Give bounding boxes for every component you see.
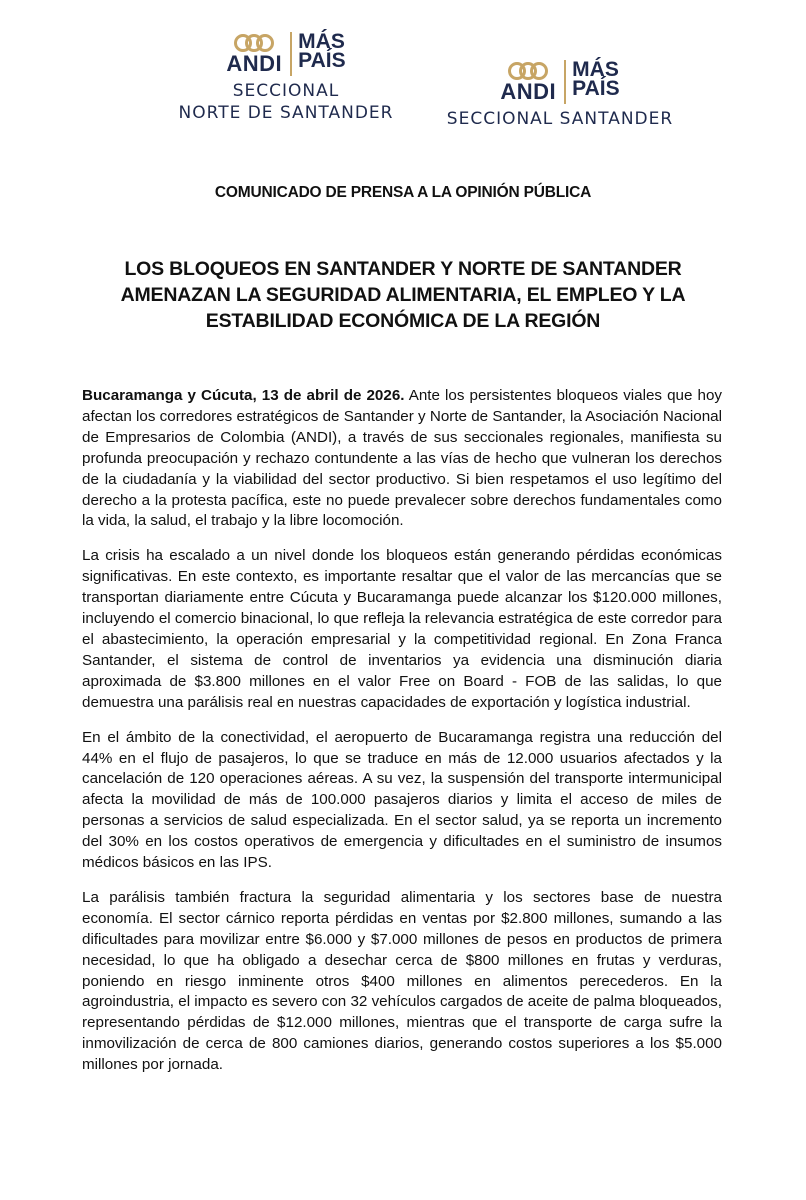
mas-text: MÁS (298, 30, 345, 53)
andi-brand (226, 32, 282, 74)
headline-line: ESTABILIDAD ECONÓMICA DE LA REGIÓN (205, 310, 601, 332)
andi-wordmark: ANDI (500, 79, 557, 104)
paragraph-1-text: Ante los persistentes bloqueos viales que hoy afectan los corredores estratégicos de Santander y Norte de Santander, la Asociación Nacional de Empresarios de Colombia (ANDI), a través de sus seccionales regionales, manifiesta su profunda preocupación y rechazo contundente a las vías de hecho que vulneran los derechos de la ciudadanía y la viabilidad del sector productivo. Si bien respetamos el uso legítimo del derecho a la protesta pacífica, este no puede prevalecer sobre derechos fundamentales como la vida, la salud, el trabajo y la libre locomoción. (82, 387, 722, 530)
logo-mark (436, 60, 684, 104)
paragraph-3: En el ámbito de la conectividad, el aeropuerto de Bucaramanga registra una reducción del 44% en el flujo de pasajeros, lo que se traduce en más de 12.000 usuarios afectados y la cancelación de 120 operaciones aéreas. A su vez, la suspensión del transporte intermunicipal afecta la movilidad de más de 100.000 pasajeros diarios y limita el acceso de miles de personas a servicios de salud especializada. En el sector salud, ya se reporta un incremento del 30% en los costos operativos de emergencia y dificultades en el suministro de insumos médicos básicos en las IPS. (82, 728, 722, 872)
headline-line: AMENAZAN LA SEGURIDAD ALIMENTARIA, EL EMPLEO Y LA (120, 284, 686, 306)
mas-pais-wordmark (298, 32, 345, 70)
andi-santander-logo (436, 60, 684, 130)
seccional-region-label: NORTE DE SANTANDER (178, 103, 394, 123)
seccional-label: SECCIONAL (232, 81, 340, 101)
logo-divider (290, 32, 292, 76)
paragraph-1 (82, 386, 722, 532)
mas-pais-wordmark (572, 60, 619, 98)
andi-wordmark: ANDI (226, 51, 283, 76)
document-body (82, 386, 722, 1090)
paragraph-2: La crisis ha escalado a un nivel donde los bloqueos están generando pérdidas económicas significativas. En este contexto, es importante resaltar que el valor de las mercancías que se transportan diariamente entre Cúcuta y Bucaramanga puede alcanzar los $120.000 millones, incluyendo el comercio binacional, lo que refleja la relevancia estratégica de este corredor para el abastecimiento, la operación empresarial y la competitividad regional. En Zona Franca Santander, el sistema de control de inventarios ya evidencia una disminución diaria aproximada de $3.800 millones en el valor Free on Board - FOB de las salidas, lo que demuestra una parálisis real en nuestras capacidades de exportación y logística industrial. (82, 547, 722, 711)
pais-text: PAÍS (298, 49, 346, 72)
seccional-label: SECCIONAL SANTANDER (446, 109, 674, 129)
pais-text: PAÍS (572, 77, 620, 100)
logo-divider (564, 60, 566, 104)
andi-brand (500, 60, 556, 102)
andi-norte-de-santander-logo (170, 32, 402, 124)
headline-line: LOS BLOQUEOS EN SANTANDER Y NORTE DE SANTANDER (124, 258, 682, 280)
logo-mark (170, 32, 402, 76)
dateline: Bucaramanga y Cúcuta, 13 de abril de 2026. (82, 387, 405, 404)
mas-text: MÁS (572, 58, 619, 81)
headline (60, 256, 746, 334)
press-release-kicker: COMUNICADO DE PRENSA A LA OPINIÓN PÚBLICA (214, 184, 592, 201)
paragraph-4: La parálisis también fractura la seguridad alimentaria y los sectores base de nuestra economía. El sector cárnico reporta pérdidas en ventas por $2.800 millones, sumando a las dificultades para movilizar entre $6.000 y $7.000 millones de pesos en productos de primera necesidad, lo que ha obligado a desechar cerca de $800 millones en frutas y verduras, poniendo en riesgo inminente otros $400 millones en alimentos perecederos. En la agroindustria, el impacto es severo con 32 vehículos cargados de aceite de palma bloqueados, representando pérdidas de $12.000 millones, mientras que el transporte de carga sufre la inmovilización de cerca de 800 camiones diarios, generando costos superiores a los $5.000 millones por jornada. (82, 888, 722, 1074)
